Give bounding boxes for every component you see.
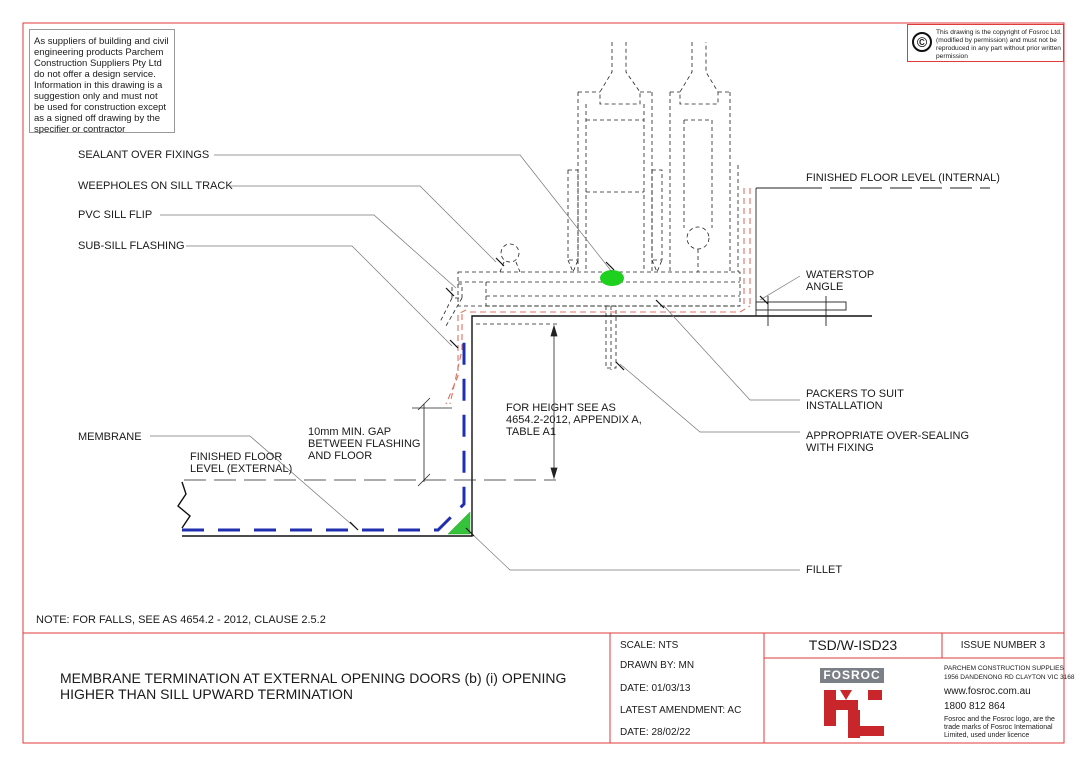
label-packers-installation: INSTALLATION (806, 400, 883, 412)
sealant-blob (600, 270, 624, 286)
leader-lines (150, 155, 800, 570)
copyright-text: This drawing is the copyright of Fosroc Ltd. (modified by permission) and must not be reproduced in any part without prior written permission (936, 29, 1062, 60)
label-packers: PACKERS TO SUIT (806, 388, 904, 400)
drawing-number: TSD/W-ISD23 (808, 637, 898, 653)
amendment-text: LATEST AMENDMENT: AC (620, 705, 742, 716)
height-dimension (476, 324, 558, 478)
leader-ticks (350, 258, 768, 536)
copyright-box (907, 24, 1064, 62)
label-height-2: 4654.2-2012, APPENDIX A, (506, 414, 642, 426)
scale-text: SCALE: NTS (620, 640, 679, 651)
drawing-title: MEMBRANE TERMINATION AT EXTERNAL OPENING DOORS (b) (i) OPENING HIGHER THAN SILL UPWARD TERMINATION (60, 670, 567, 702)
label-gap-3: AND FLOOR (308, 450, 373, 462)
label-fillet: FILLET (806, 564, 843, 576)
trademark-notice: Fosroc and the Fosroc logo, are the trade marks of Fosroc International Limited, used under licence (944, 716, 1055, 739)
drawn-by-text: DRAWN BY: MN (620, 660, 695, 671)
label-gap-1: 10mm MIN. GAP (308, 426, 392, 438)
door-frame (440, 42, 740, 370)
label-ffl-internal: FINISHED FLOOR LEVEL (INTERNAL) (806, 172, 1000, 184)
label-weepholes: WEEPHOLES ON SILL TRACK (78, 180, 233, 192)
label-over-sealing-fixing: WITH FIXING (806, 442, 874, 454)
label-pvc-sill-flip: PVC SILL FLIP (78, 209, 153, 221)
disclaimer-box: As suppliers of building and civil engineering products Parchem Construction Suppliers Pty Ltd do not offer a design service. Information in this drawing is a suggestion only and must not be used for construction except as a signed off drawing by the specifier or contractor (29, 29, 175, 133)
internal-floor (756, 188, 990, 326)
date-text: DATE: 01/03/13 (620, 683, 691, 694)
fillet (448, 512, 470, 534)
label-over-sealing: APPROPRIATE OVER-SEALING (806, 430, 970, 442)
phone: 1800 812 864 (944, 701, 1006, 712)
website[interactable]: www.fosroc.com.au (944, 686, 1031, 697)
label-membrane: MEMBRANE (78, 431, 142, 443)
company-address: 1956 DANDENONG RD CLAYTON VIC 3168 (944, 674, 1075, 681)
company-name: PARCHEM CONSTRUCTION SUPPLIES (944, 665, 1064, 672)
label-gap-2: BETWEEN FLASHING (308, 438, 421, 450)
label-waterstop: WATERSTOP (806, 269, 875, 281)
date2-text: DATE: 28/02/22 (620, 727, 691, 738)
label-waterstop-angle: ANGLE (806, 281, 844, 293)
label-height-1: FOR HEIGHT SEE AS (506, 402, 616, 414)
label-sub-sill-flashing: SUB-SILL FLASHING (78, 240, 185, 252)
fosroc-logo-word: FOSROC (820, 668, 884, 683)
label-height-3: TABLE A1 (506, 426, 556, 438)
issue-number: ISSUE NUMBER 3 (960, 640, 1046, 651)
fosroc-logo (818, 666, 886, 740)
label-ffl-external-1: FINISHED FLOOR (190, 451, 283, 463)
falls-note: NOTE: FOR FALLS, SEE AS 4654.2 - 2012, CLAUSE 2.5.2 (36, 614, 326, 626)
label-ffl-external-2: LEVEL (EXTERNAL) (190, 463, 293, 475)
copyright-icon: © (912, 32, 932, 52)
label-sealant: SEALANT OVER FIXINGS (78, 149, 210, 161)
